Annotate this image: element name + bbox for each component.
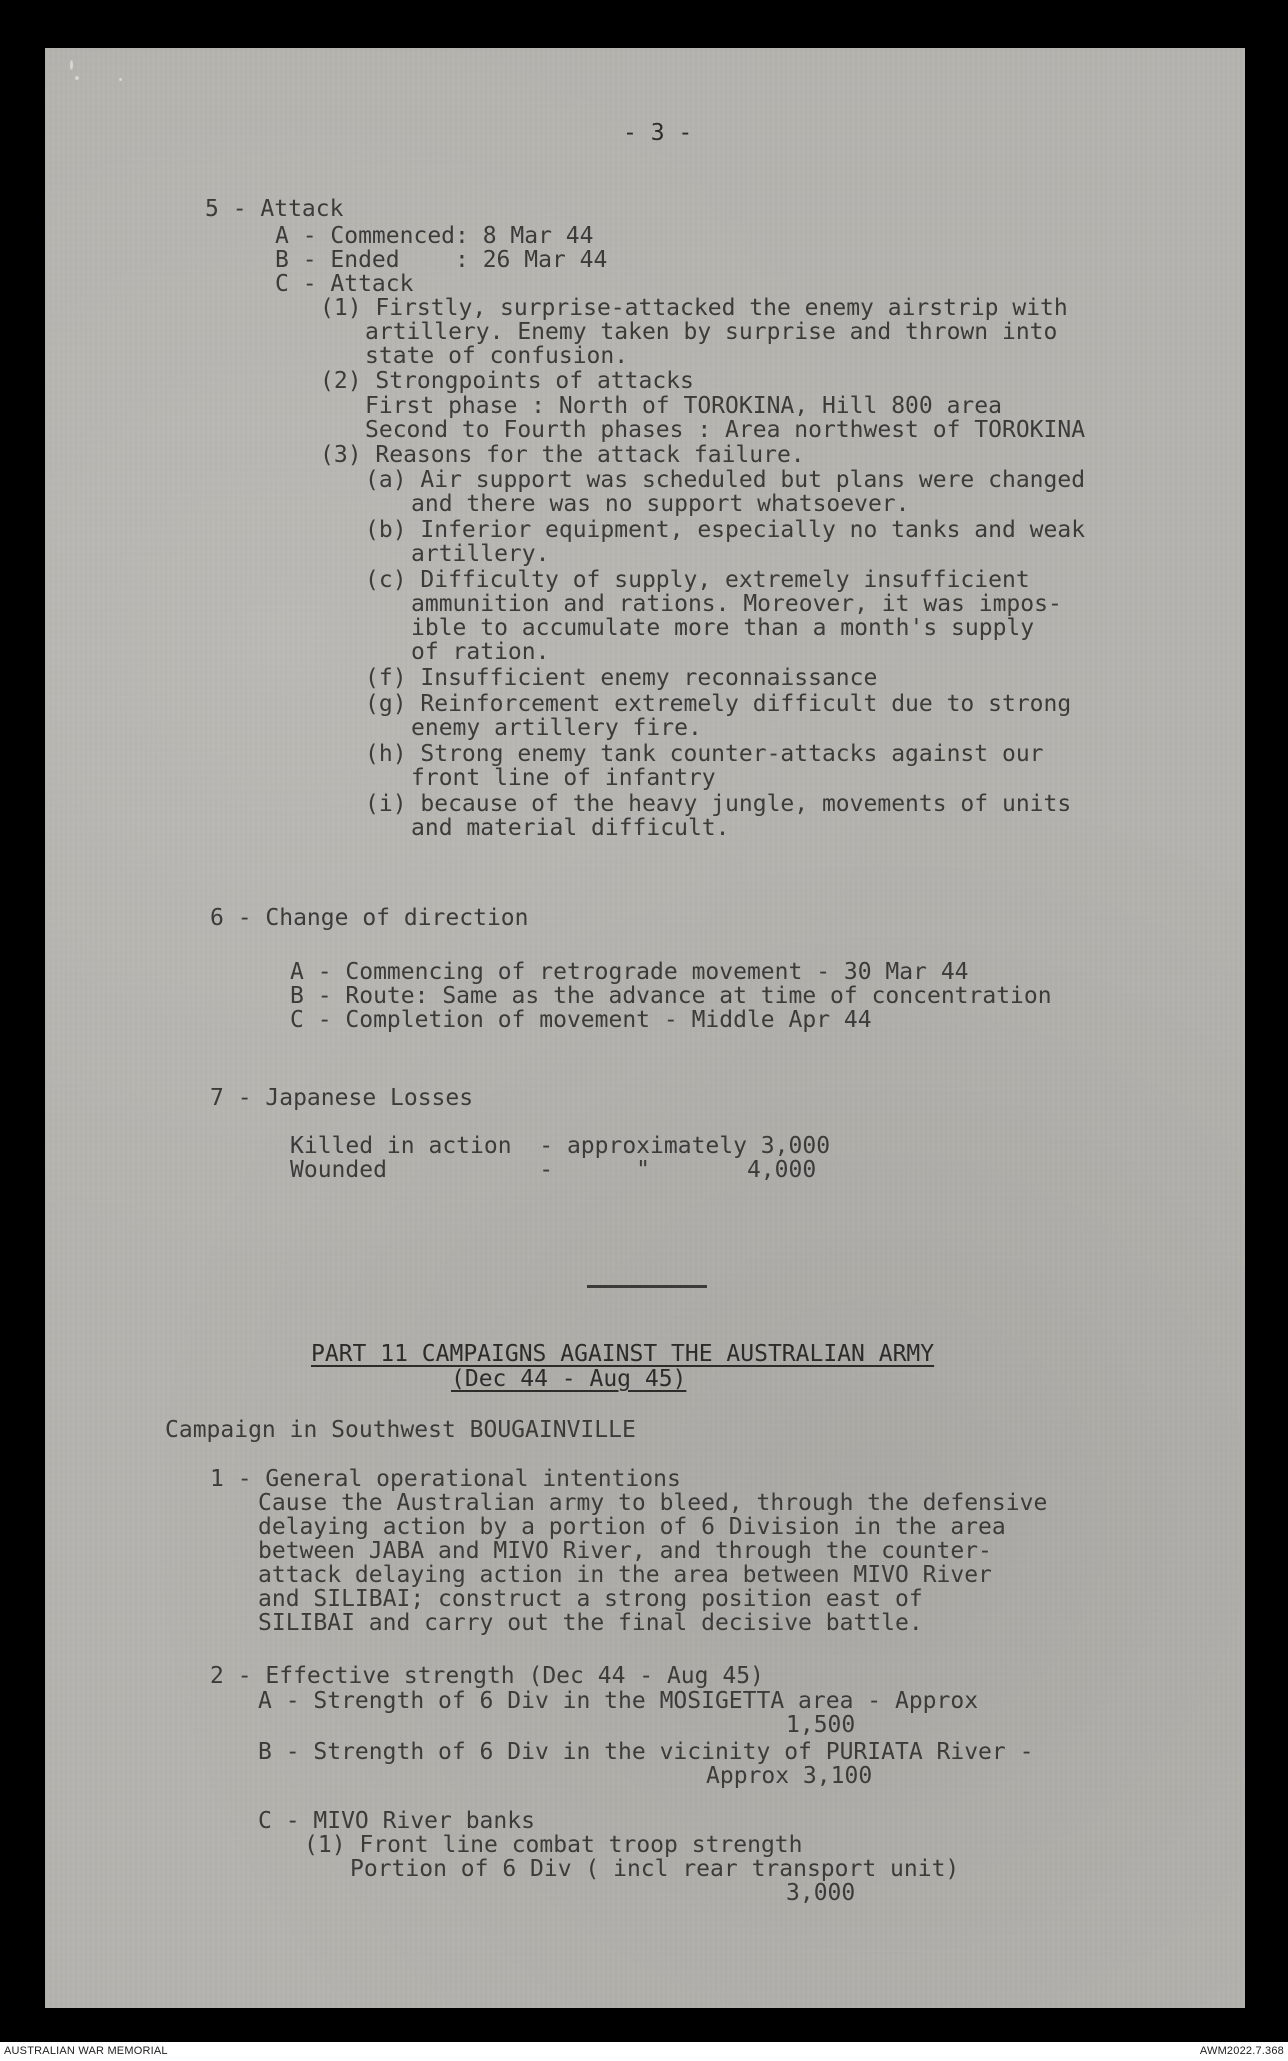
reason-f: (f) Insufficient enemy reconnaissance <box>365 665 878 691</box>
retrograde-route: B - Route: Same as the advance at time of concentration <box>290 983 1052 1009</box>
strength-heading: 2 - Effective strength (Dec 44 - Aug 45) <box>210 1663 764 1689</box>
attack-ended: B - Ended : 26 Mar 44 <box>275 247 608 273</box>
intentions-line-2: delaying action by a portion of 6 Division in the area <box>258 1514 1006 1540</box>
page-number: - 3 - <box>623 120 693 146</box>
item-3-heading: (3) Reasons for the attack failure. <box>320 442 805 468</box>
campaign-heading: Campaign in Southwest BOUGAINVILLE <box>165 1417 636 1443</box>
reason-c-line-3: ible to accumulate more than a month's supply <box>411 615 1035 641</box>
mivo-banks-heading: C - MIVO River banks <box>258 1808 535 1834</box>
reason-h-line-1: (h) Strong enemy tank counter-attacks against our <box>365 741 1044 767</box>
intentions-heading: 1 - General operational intentions <box>210 1466 681 1492</box>
item-2-line-3: Second to Fourth phases : Area northwest of TOROKINA <box>365 417 1086 443</box>
mivo-front-line-2: Portion of 6 Div ( incl rear transport unit) <box>350 1856 960 1882</box>
strength-puriata-value: Approx 3,100 <box>706 1763 873 1789</box>
intentions-line-5: and SILIBAI; construct a strong position east of <box>258 1586 923 1612</box>
mivo-front-line-1: (1) Front line combat troop strength <box>304 1832 803 1858</box>
intentions-line-1: Cause the Australian army to bleed, through the defensive <box>258 1490 1048 1516</box>
paper-speck <box>70 60 73 70</box>
part-2-dates: (Dec 44 - Aug 45) <box>451 1366 687 1392</box>
retrograde-commencing: A - Commencing of retrograde movement - 30 Mar 44 <box>290 959 969 985</box>
section-divider <box>587 1285 707 1288</box>
reason-c-line-1: (c) Difficulty of supply, extremely insufficient <box>365 567 1030 593</box>
reason-g-line-1: (g) Reinforcement extremely difficult due to strong <box>365 691 1072 717</box>
item-1-line-1: (1) Firstly, surprise-attacked the enemy airstrip with <box>320 295 1068 321</box>
reason-c-line-2: ammunition and rations. Moreover, it was impos- <box>411 591 1062 617</box>
reason-c-line-4: of ration. <box>411 639 550 665</box>
archive-reference: AWM2022.7.368 <box>1199 2045 1284 2057</box>
section-7-heading: 7 - Japanese Losses <box>210 1085 474 1111</box>
reason-b-line-1: (b) Inferior equipment, especially no tanks and weak <box>365 517 1086 543</box>
reason-i-line-2: and material difficult. <box>411 815 730 841</box>
archive-credit: AUSTRALIAN WAR MEMORIAL <box>4 2045 168 2057</box>
reason-h-line-2: front line of infantry <box>411 765 716 791</box>
reason-i-line-1: (i) because of the heavy jungle, movements of units <box>365 791 1072 817</box>
intentions-line-4: attack delaying action in the area between MIVO River <box>258 1562 992 1588</box>
section-6-heading: 6 - Change of direction <box>210 905 529 931</box>
intentions-line-3: between JABA and MIVO River, and through the counter- <box>258 1538 992 1564</box>
item-1-line-2: artillery. Enemy taken by surprise and thrown into <box>365 319 1058 345</box>
paper-speck <box>75 76 79 80</box>
section-5-heading: 5 - Attack <box>205 196 344 222</box>
losses-wounded: Wounded - " 4,000 <box>290 1157 817 1183</box>
item-2-line-2: First phase : North of TOROKINA, Hill 800 area <box>365 393 1002 419</box>
reason-a-line-2: and there was no support whatsoever. <box>411 491 910 517</box>
intentions-line-6: SILIBAI and carry out the final decisive battle. <box>258 1610 923 1636</box>
attack-subheading: C - Attack <box>275 271 414 297</box>
retrograde-completion: C - Completion of movement - Middle Apr 44 <box>290 1007 872 1033</box>
part-2-title: PART 11 CAMPAIGNS AGAINST THE AUSTRALIAN ARMY <box>311 1341 935 1367</box>
item-2-line-1: (2) Strongpoints of attacks <box>320 368 694 394</box>
reason-a-line-1: (a) Air support was scheduled but plans were changed <box>365 467 1086 493</box>
reason-b-line-2: artillery. <box>411 541 550 567</box>
paper-speck <box>119 78 122 81</box>
strength-mosigetta: A - Strength of 6 Div in the MOSIGETTA area - Approx <box>258 1688 979 1714</box>
losses-killed: Killed in action - approximately 3,000 <box>290 1133 831 1159</box>
attack-commenced: A - Commenced: 8 Mar 44 <box>275 223 594 249</box>
mivo-front-line-value: 3,000 <box>786 1880 856 1906</box>
item-1-line-3: state of confusion. <box>365 343 629 369</box>
document-page <box>45 48 1245 2008</box>
strength-mosigetta-value: 1,500 <box>786 1712 856 1738</box>
reason-g-line-2: enemy artillery fire. <box>411 715 702 741</box>
strength-puriata: B - Strength of 6 Div in the vicinity of PURIATA River - <box>258 1739 1034 1765</box>
